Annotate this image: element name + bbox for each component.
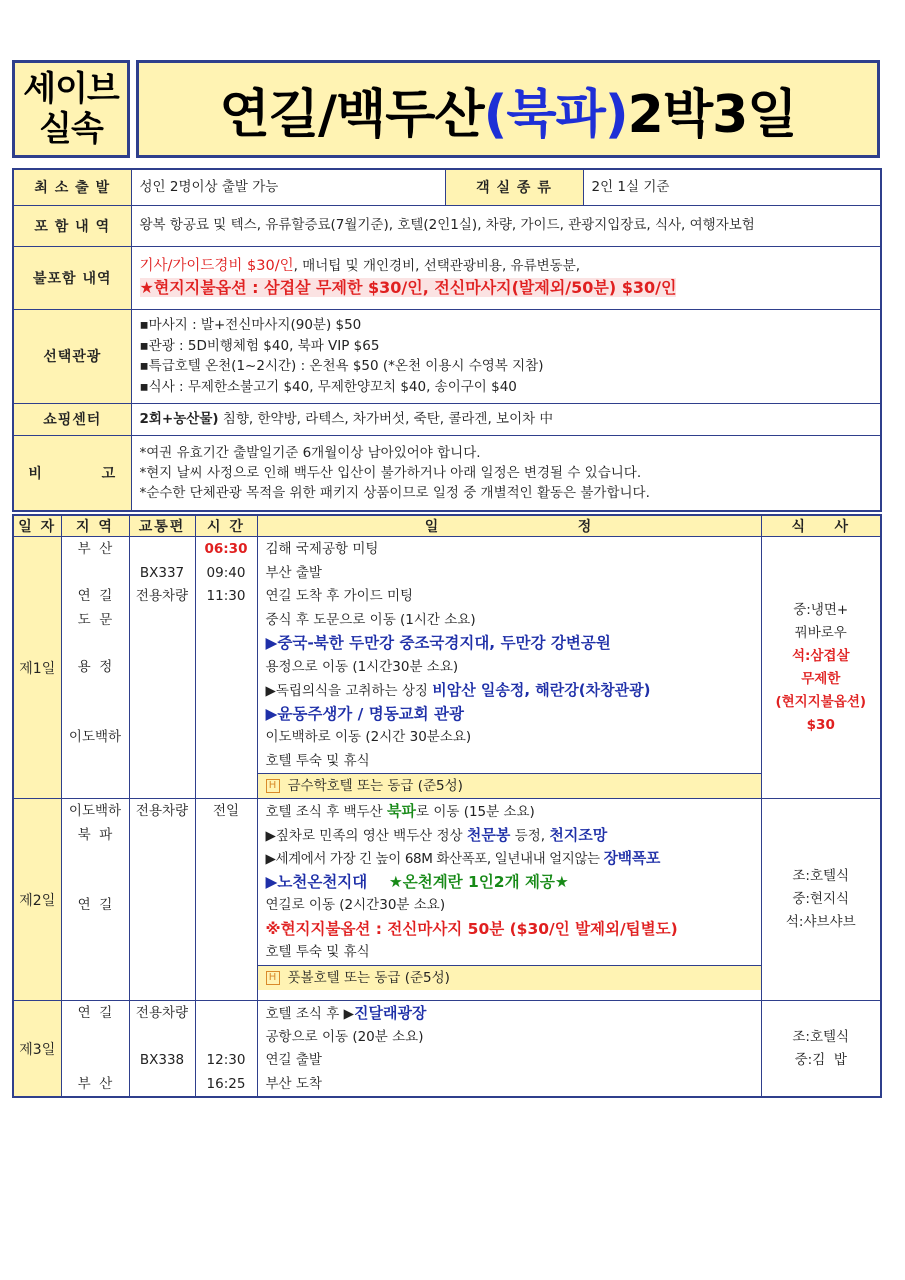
itinerary-column xyxy=(257,1001,761,1098)
itinerary-highlight: ▶윤동주생가 / 명동교회 관광 xyxy=(265,704,464,723)
remark-item: *여권 유효기간 출발일기준 6개월이상 남아있어야 합니다. xyxy=(139,444,481,461)
itinerary-text: ▶세계에서 가장 긴 높이 68M 화산폭포, 일년내내 얼지않는 xyxy=(265,851,604,867)
meal-dinner: (현지지불옵션) xyxy=(775,693,867,710)
shopping-count: 2회+농산물) xyxy=(139,410,219,427)
title-main: 연길/백두산 xyxy=(219,84,484,145)
time: 06:30 xyxy=(204,541,248,557)
region: 도 문 xyxy=(77,611,113,628)
optional-item: ▪식사 : 무제한소불고기 $40, 무제한양꼬치 $40, 송이구이 $40 xyxy=(139,378,517,395)
time-column xyxy=(195,1001,257,1098)
meal-dinner: $30 xyxy=(806,716,835,733)
itinerary-line: 연길 출발 xyxy=(265,1052,322,1068)
itinerary-line: 중식 후 도문으로 이동 (1시간 소요) xyxy=(265,611,476,628)
itinerary-text: ▶짚차로 민족의 영산 백두산 정상 xyxy=(265,827,467,844)
header-itinerary: 일 정 xyxy=(257,515,761,537)
min-departure-label: 최 소 출 발 xyxy=(13,169,131,205)
excluded-guide-fee: 기사/가이드경비 $30/인 xyxy=(139,257,294,274)
meal-dinner: 석:샤브샤브 xyxy=(785,914,856,930)
day-row xyxy=(13,1001,881,1098)
excluded-others: , 매너팁 및 개인경비, 선택관광비용, 유류변동분, xyxy=(293,257,581,274)
shopping-list: 침향, 한약방, 라텍스, 차가버섯, 죽탄, 콜라겐, 보이차 中 xyxy=(218,410,553,427)
transport-column xyxy=(129,1001,195,1098)
vehicle: 전용차량 xyxy=(135,803,189,819)
itinerary-line xyxy=(258,679,761,703)
title-duration: 2박3일 xyxy=(627,84,797,145)
info-table xyxy=(12,168,882,512)
remarks-label: 비 고 xyxy=(13,435,131,511)
itinerary-line: 용정으로 이동 (1시간30분 소요) xyxy=(265,658,459,675)
region: 용 정 xyxy=(77,658,113,675)
itinerary-line xyxy=(258,1002,761,1026)
meal-lunch: 중:김 밥 xyxy=(794,1051,847,1068)
hotel-name: 풋볼호텔 또는 동급 (준5성) xyxy=(287,969,450,986)
hotel-icon: H xyxy=(266,971,280,985)
itinerary-highlight: ▶노천온천지대 xyxy=(265,872,368,891)
itinerary-highlight: 천문봉 xyxy=(466,825,511,844)
itinerary-text: 호텔 조식 후 ▶ xyxy=(265,1006,354,1022)
meal-column xyxy=(761,1001,881,1098)
day-row xyxy=(13,537,881,799)
optional-label: 선택관광 xyxy=(13,309,131,403)
header-meal: 식 사 xyxy=(761,515,881,537)
optional-item: ▪마사지 : 발+전신마사지(90분) $50 xyxy=(139,317,362,333)
itinerary-line xyxy=(258,847,761,871)
itinerary-line: 공항으로 이동 (20분 소요) xyxy=(265,1028,424,1045)
itinerary-line: 호텔 투숙 및 휴식 xyxy=(265,944,370,960)
region: 이도백하 xyxy=(68,803,122,819)
itinerary-line: 연길로 이동 (2시간30분 소요) xyxy=(265,897,446,913)
badge-line-1: 세이브 xyxy=(23,69,119,109)
optional-item: ▪특급호텔 온천(1~2시간) : 온천욕 $50 (*온천 이용시 수영복 지참) xyxy=(139,358,544,374)
meal-breakfast: 조:호텔식 xyxy=(792,868,850,884)
itinerary-line: 호텔 투숙 및 휴식 xyxy=(265,752,370,769)
itinerary-highlight: 진달래광장 xyxy=(353,1004,427,1022)
day-label: 제1일 xyxy=(13,537,61,799)
time: 전일 xyxy=(212,803,240,819)
included-value: 왕복 항공료 및 텍스, 유류할증료(7월기준), 호텔(2인1실), 차량, 가이드, 관광지입장료, 식사, 여행자보험 xyxy=(131,205,881,246)
itinerary-line: 이도백하로 이동 (2시간 30분소요) xyxy=(265,729,472,745)
vehicle: 전용차량 xyxy=(135,1005,189,1021)
itinerary-line xyxy=(258,800,761,824)
room-type-label: 객 실 종 류 xyxy=(445,169,583,205)
region-column xyxy=(61,1001,129,1098)
region: 연 길 xyxy=(77,1005,113,1021)
itinerary-highlight: 천지조망 xyxy=(549,825,608,844)
itinerary-text: ▶독립의식을 고취하는 상징 xyxy=(265,683,433,699)
itinerary-text: 로 이동 (15분 소요) xyxy=(415,804,535,820)
schedule-table xyxy=(12,514,882,1098)
meal-column xyxy=(761,799,881,1001)
day-row xyxy=(13,799,881,1001)
flight-number: BX338 xyxy=(139,1052,185,1068)
header-day: 일 자 xyxy=(13,515,61,537)
itinerary-column xyxy=(257,799,761,1001)
remarks-list xyxy=(131,435,881,511)
hotel-info xyxy=(258,773,761,798)
header-transport: 교통편 xyxy=(129,515,195,537)
itinerary-text: 등정, xyxy=(510,827,550,844)
vehicle: 전용차량 xyxy=(135,588,189,604)
itinerary-highlight: 비암산 일송정, 해란강(차창관광) xyxy=(432,681,651,699)
time-column xyxy=(195,537,257,799)
title-badge xyxy=(12,60,130,158)
time: 11:30 xyxy=(206,588,246,604)
day-label: 제2일 xyxy=(13,799,61,1001)
itinerary-local-option: ※현지지불옵션 : 전신마사지 50분 ($30/인 발제외/팁별도) xyxy=(265,919,678,938)
title-highlight: (북파) xyxy=(483,84,628,145)
meal-lunch: 꿔바로우 xyxy=(794,624,847,641)
itinerary-line: 부산 도착 xyxy=(265,1075,322,1092)
itinerary-line xyxy=(258,824,761,848)
meal-dinner: 무제한 xyxy=(801,670,841,687)
flight-number: BX337 xyxy=(139,564,185,581)
meal-lunch: 중:현지식 xyxy=(792,891,850,907)
hotel-name: 금수학호텔 또는 동급 (준5성) xyxy=(287,778,463,794)
optional-item: ▪관광 : 5D비행체험 $40, 북파 VIP $65 xyxy=(139,337,380,354)
optional-list xyxy=(131,309,881,403)
region: 연 길 xyxy=(77,588,113,604)
region: 연 길 xyxy=(77,897,113,913)
time: 09:40 xyxy=(206,564,246,581)
excluded-local-options: ★현지지불옵션 : 삼겹살 무제한 $30/인, 전신마사지(발제외/50분) $30/인 xyxy=(139,277,677,297)
region: 북 파 xyxy=(77,826,113,843)
transport-column xyxy=(129,537,195,799)
region-column xyxy=(61,537,129,799)
itinerary-highlight: ▶중국-북한 두만강 중조국경지대, 두만강 강변공원 xyxy=(265,634,611,652)
region: 부 산 xyxy=(77,1075,113,1092)
header-time: 시 간 xyxy=(195,515,257,537)
room-type-value: 2인 1실 기준 xyxy=(583,169,881,205)
header-region: 지 역 xyxy=(61,515,129,537)
excluded-value xyxy=(131,246,881,309)
page-title xyxy=(136,60,880,158)
itinerary-highlight: ★온천계란 1인2개 제공★ xyxy=(367,872,569,891)
hotel-icon: H xyxy=(266,779,280,793)
itinerary-line: 김해 국제공항 미팅 xyxy=(265,541,379,557)
remark-item: *순수한 단체관광 목적을 위한 패키지 상품이므로 일정 중 개별적인 활동은 불가합니다. xyxy=(139,484,650,501)
day-label: 제3일 xyxy=(13,1001,61,1098)
itinerary-line: 부산 출발 xyxy=(265,564,322,581)
itinerary-text: 호텔 조식 후 백두산 xyxy=(265,804,387,820)
shopping-value xyxy=(131,403,881,435)
itinerary-column xyxy=(257,537,761,799)
min-departure-value: 성인 2명이상 출발 가능 xyxy=(131,169,445,205)
meal-column xyxy=(761,537,881,799)
region: 부 산 xyxy=(77,541,113,557)
shopping-label: 쇼핑센터 xyxy=(13,403,131,435)
region: 이도백하 xyxy=(68,729,122,745)
excluded-label: 불포함 내역 xyxy=(13,246,131,309)
remark-item: *현지 날씨 사정으로 인해 백두산 입산이 불가하거나 아래 일정은 변경될 수 있습니다. xyxy=(139,464,642,481)
time: 16:25 xyxy=(206,1075,246,1092)
itinerary-line xyxy=(258,871,761,895)
meal-dinner: 석:삼겹살 xyxy=(791,647,850,664)
itinerary-line: 연길 도착 후 가이드 미팅 xyxy=(265,588,414,604)
meal-lunch: 중:냉면+ xyxy=(793,601,849,618)
badge-line-2: 실속 xyxy=(39,109,103,149)
transport-column xyxy=(129,799,195,1001)
time: 12:30 xyxy=(206,1052,246,1068)
meal-breakfast: 조:호텔식 xyxy=(792,1028,850,1045)
time-column xyxy=(195,799,257,1001)
itinerary-highlight: 장백폭포 xyxy=(603,849,660,867)
included-label: 포 함 내 역 xyxy=(13,205,131,246)
hotel-info xyxy=(258,965,761,990)
region-column xyxy=(61,799,129,1001)
itinerary-highlight: 북파 xyxy=(387,802,416,820)
